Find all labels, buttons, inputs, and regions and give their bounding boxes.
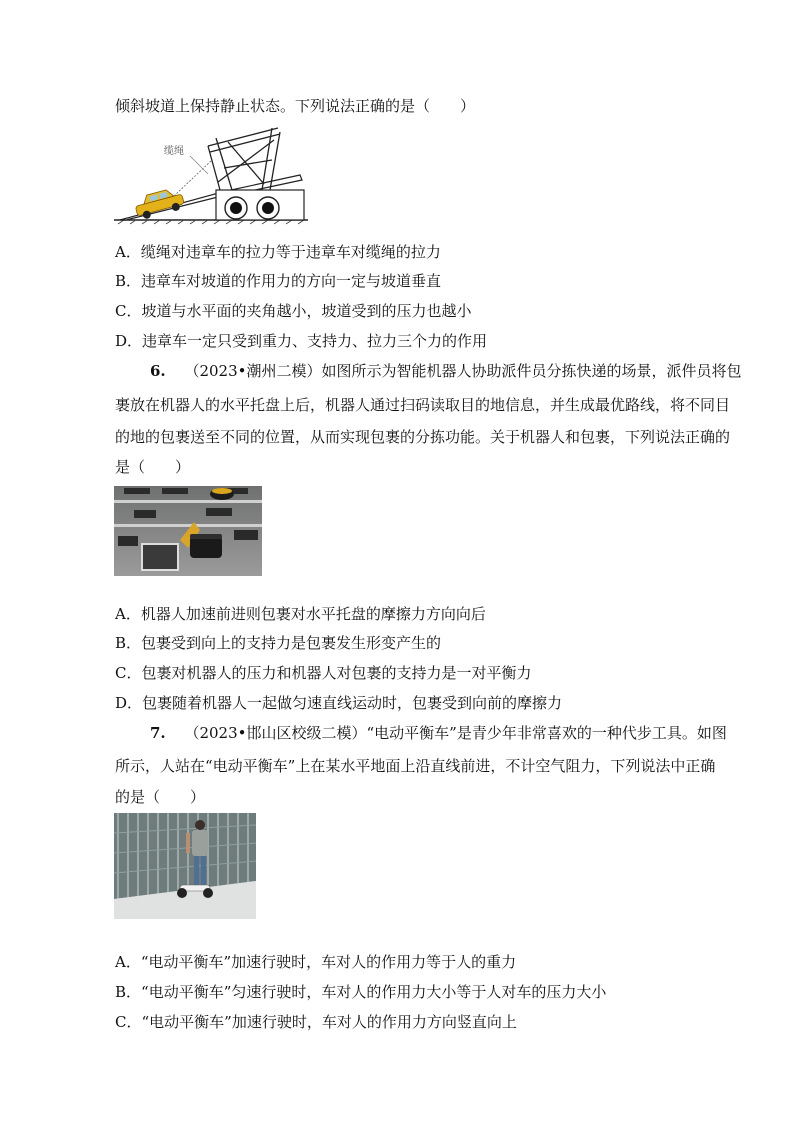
q7-option-a: A．“电动平衡车”加速行驶时，车对人的作用力等于人的重力 <box>115 953 517 971</box>
balance-scooter-photo <box>114 813 256 919</box>
cable-label: 缆绳 <box>164 146 184 157</box>
q5-option-b: B．违章车对坡道的作用力的方向一定与坡道垂直 <box>115 272 442 290</box>
q6-line-1: 如图所示为智能机器人协助派件员分拣快递的场景，派件员将包 <box>321 362 742 380</box>
q7-line-2: 所示，人站在“电动平衡车”上在某水平地面上沿直线前进，不计空气阻力，下列说法中正确 <box>115 757 716 775</box>
q6-option-c: C．包裹对机器人的压力和机器人对包裹的支持力是一对平衡力 <box>115 664 532 682</box>
q7-option-b: B．“电动平衡车”匀速行驶时，车对人的作用力大小等于人对车的压力大小 <box>115 983 607 1001</box>
q7-number: 7. <box>150 724 166 742</box>
q6-line-3: 的地的包裹送至不同的位置，从而实现包裹的分拣功能。关于机器人和包裹，下列说法正确的 <box>115 428 731 446</box>
q5-option-a: A．缆绳对违章车的拉力等于违章车对缆绳的拉力 <box>115 243 441 261</box>
robot-sorting-photo <box>114 486 262 576</box>
tow-ramp-figure <box>112 120 312 225</box>
q6-option-d: D．包裹随着机器人一起做匀速直线运动时，包裹受到向前的摩擦力 <box>115 694 563 712</box>
q6-option-b: B．包裹受到向上的支持力是包裹发生形变产生的 <box>115 634 442 652</box>
q7-option-c: C．“电动平衡车”加速行驶时，车对人的作用力方向竖直向上 <box>115 1013 517 1031</box>
q5-option-d: D．违章车一定只受到重力、支持力、拉力三个力的作用 <box>115 332 488 350</box>
q6-line-2: 裹放在机器人的水平托盘上后，机器人通过扫码读取目的地信息，并生成最优路线，将不同目 <box>115 396 731 414</box>
q6-number: 6. <box>150 362 166 380</box>
q7-line-3: 的是（ ） <box>115 788 206 806</box>
q6-line-4: 是（ ） <box>115 458 191 476</box>
q7-line-1: “电动平衡车”是青少年非常喜欢的一种代步工具。如图 <box>366 724 727 742</box>
robot-photo-image <box>114 486 262 576</box>
q7-source: （2023•邯山区校级二模） <box>184 724 367 742</box>
q5-option-c: C．坡道与水平面的夹角越小，坡道受到的压力也越小 <box>115 302 472 320</box>
q6-source: （2023•潮州二模） <box>184 362 322 380</box>
q6-option-a: A．机器人加速前进则包裹对水平托盘的摩擦力方向向后 <box>115 605 486 623</box>
q7-first-line <box>150 723 727 743</box>
q6-first-line <box>150 361 742 381</box>
tow-ramp-diagram <box>112 120 312 225</box>
scooter-photo-image <box>114 813 256 919</box>
q5-stem-tail: 倾斜坡道上保持静止状态。下列说法正确的是（ ） <box>115 97 476 115</box>
